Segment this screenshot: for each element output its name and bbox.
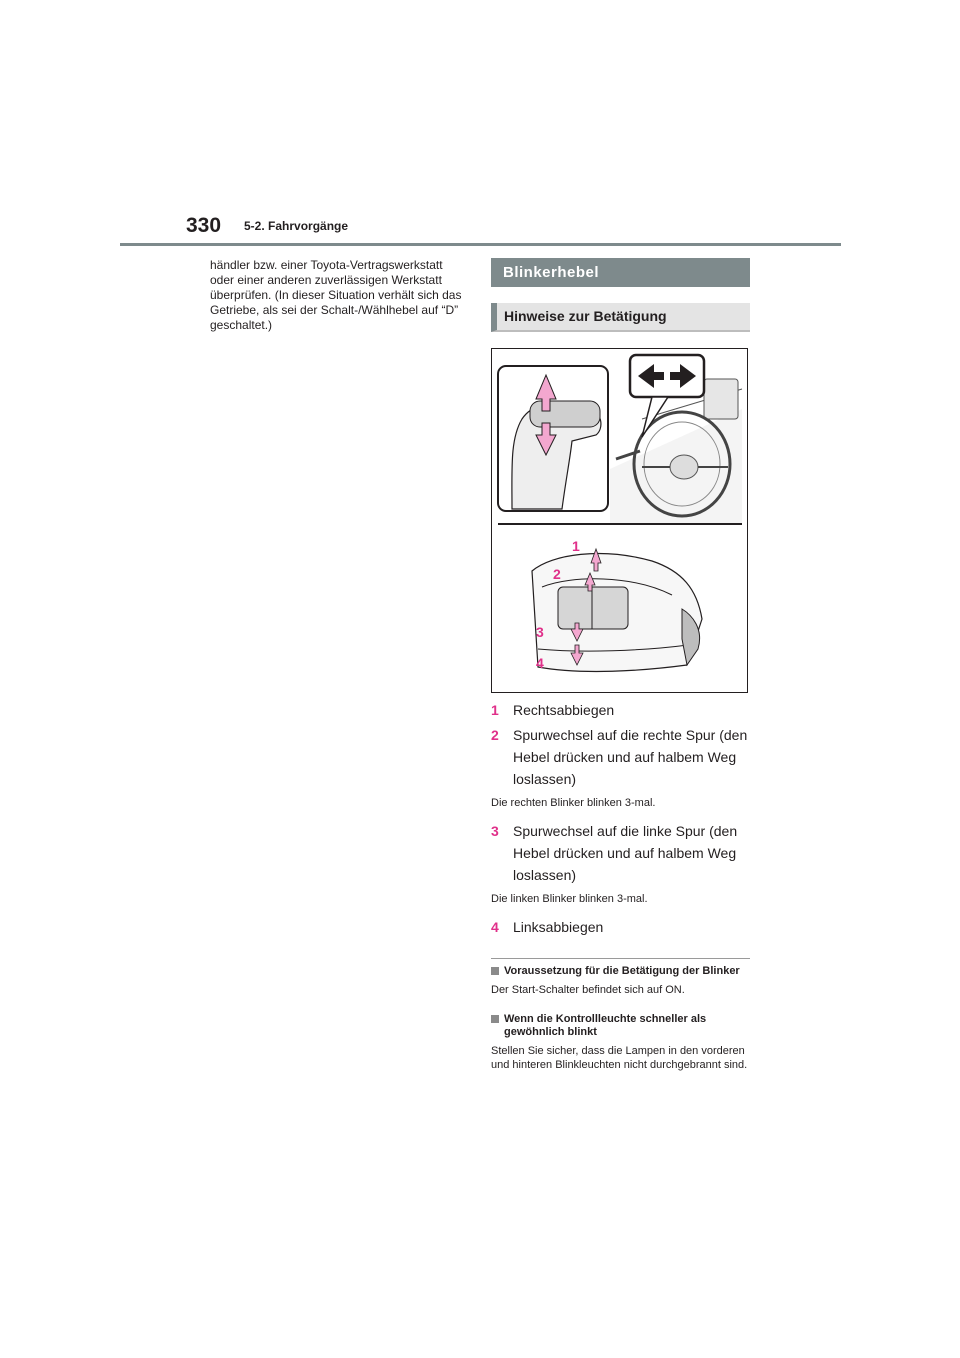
display-screen [704, 379, 738, 419]
steering-hub [670, 455, 698, 479]
turn-signal-figure [491, 348, 748, 693]
step-text: Spurwechsel auf die linke Spur (den Hebel drücken und auf halbem Weg loslassen) [513, 823, 738, 883]
header-rule [120, 243, 841, 246]
step-item [491, 916, 750, 938]
square-bullet-icon [491, 1015, 499, 1023]
step-note: Die rechten Blinker blinken 3-mal. [491, 797, 656, 809]
step-number: 3 [491, 823, 499, 839]
figure-label-3: 3 [536, 624, 544, 640]
figure-label-4: 4 [536, 655, 544, 671]
steps-list [491, 699, 750, 938]
square-bullet-icon [491, 967, 499, 975]
step-item [491, 724, 750, 790]
info-block-title-text: Wenn die Kontrollleuchte schneller als gewöhnlich blinkt [504, 1013, 707, 1038]
step-text: Linksabbiegen [513, 919, 604, 935]
right-column [491, 258, 750, 1072]
info-divider [491, 958, 750, 959]
info-block-title [491, 965, 750, 978]
info-block-text: Stellen Sie sicher, dass die Lampen in den vorderen und hinteren Blinkleuchten nicht durchgebrannt sind. [491, 1045, 748, 1071]
turn-signal-illustration [492, 349, 747, 692]
step-number: 2 [491, 727, 499, 743]
step-text: Spurwechsel auf die rechte Spur (den Hebel drücken und auf halbem Weg loslassen) [513, 727, 748, 787]
continued-paragraph: händler bzw. einer Toyota-Vertragswerkstatt oder einer anderen zuverlässigen Werkstatt überprüfen. (In dieser Situation verhält sich das Getriebe, als sei der Schalt-/Wählhebel auf “D” geschaltet.) [210, 258, 462, 332]
section-title: Blinkerhebel [491, 258, 750, 287]
section-subtitle: Hinweise zur Betätigung [491, 303, 750, 332]
step-number: 1 [491, 702, 499, 718]
figure-label-1: 1 [572, 538, 580, 554]
step-number: 4 [491, 919, 499, 935]
left-column [210, 258, 466, 333]
step-item [491, 699, 750, 721]
lever-drawing [530, 401, 600, 427]
step-text: Rechtsabbiegen [513, 702, 615, 718]
info-block-text: Der Start-Schalter befindet sich auf ON. [491, 984, 685, 996]
info-block-title-text: Voraussetzung für die Betätigung der Blinker [504, 965, 740, 977]
step-item [491, 820, 750, 886]
info-block-title [491, 1013, 750, 1039]
lever-switch-ring [558, 587, 628, 629]
step-note: Die linken Blinker blinken 3-mal. [491, 893, 648, 905]
page-number: 330 [186, 214, 222, 237]
figure-label-2: 2 [553, 566, 561, 582]
section-label: 5-2. Fahrvorgänge [244, 219, 349, 233]
